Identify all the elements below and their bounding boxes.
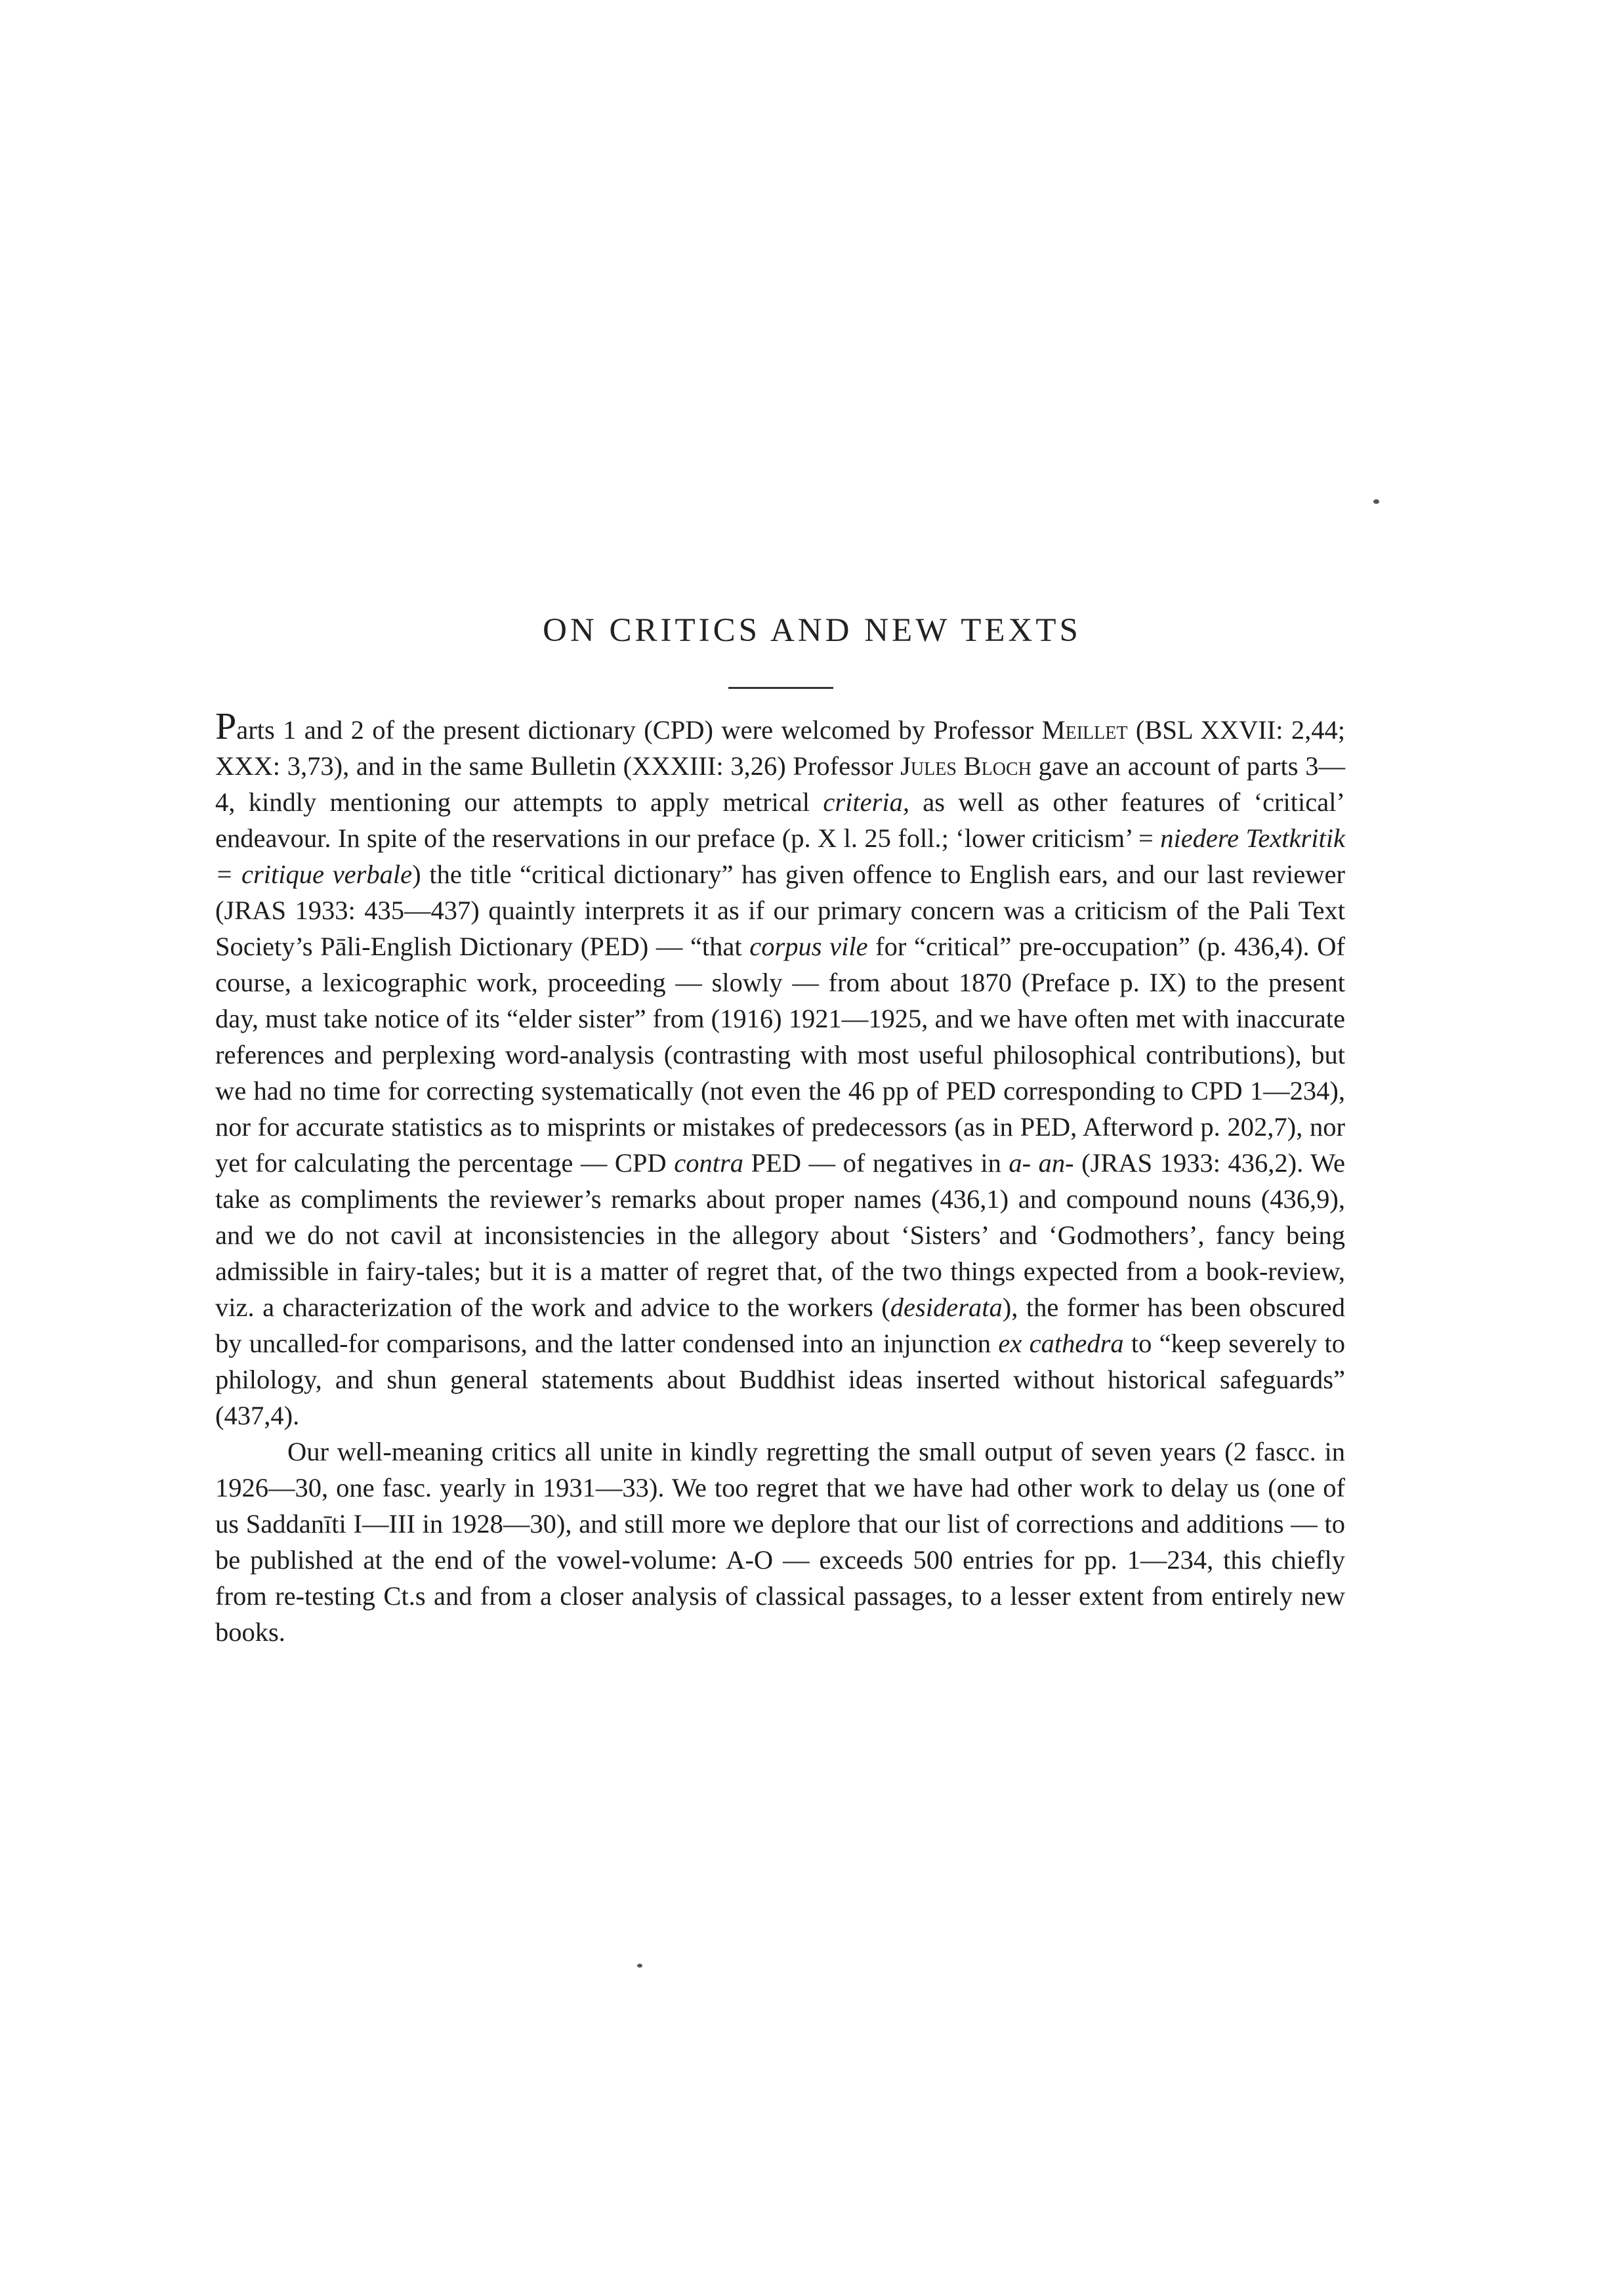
italic-term: contra: [674, 1148, 743, 1178]
italic-term: a- an-: [1009, 1148, 1074, 1178]
text-run: for “critical” pre-occupation” (p. 436,4). Of course, a lexicographic work, proceeding — slowly — from about 1870 (Preface p. IX) to the present day, must take notice of its “elder sister” from (1916) 1921—1925, and we have often met with inaccurate references and perplexing word-analysis (contrasting with most useful philosophical contributions), but we had no time for correcting systematically (not even the 46 pp of PED corresponding to CPD 1—234), nor for accurate statistics as to misprints or mistakes of predecessors (as in PED, Afterword p. 202,7), nor yet for calculating the percentage — CPD: [215, 932, 1345, 1178]
paragraph-2: Our well-meaning critics all unite in kindly regretting the small output of seven years (2 fascc. in 1926—30, one fasc. yearly in 1931—33). We too regret that we have had other work to delay us (one of us Saddanīti I—III in 1928—30), and still more we deplore that our list of corrections and additions — to be published at the end of the vowel-volume: A-O — exceeds 500 entries for pp. 1—234, this chiefly from re-testing Ct.s and from a closer analysis of classical passages, to a lesser extent from entirely new books.: [215, 1437, 1345, 1647]
text-run: ), the former has been obscured by uncalled-for comparisons, and the latter condensed into an injunction: [215, 1292, 1345, 1358]
text-run: gave an account of parts 3—4, kindly mentioning our attempts to apply metrical: [215, 751, 1345, 817]
text-run: arts 1 and 2 of the present dictionary (CPD) were welcomed by Professor: [236, 715, 1042, 745]
article-body: [215, 705, 1345, 1650]
italic-term: ex cathedra: [998, 1329, 1124, 1358]
author-name: Jules Bloch: [900, 751, 1031, 781]
author-name: Meillet: [1041, 715, 1128, 745]
text-run: as well as other features of ‘critical’ endeavour. In spite of the reservations in our preface (p. X l. 25 foll.; ‘lower criticism’ =: [215, 787, 1345, 853]
text-run: ) the title “critical dictionary” has given offence to English ears, and our last reviewer (JRAS 1933: 435—437) quaintly interprets it as if our primary concern was a criticism of the Pali Text Society’s Pāli-English Dictionary (PED) — “that: [215, 859, 1345, 961]
text-run: PED — of negatives in: [743, 1148, 1009, 1178]
text-run: (BSL XXVII: 2,44; XXX: 3,73), and in the same Bulletin (XXXIII: 3,26) Professor: [215, 715, 1345, 781]
title-rule: [728, 687, 833, 689]
text-run: to “keep severely to philology, and shun general statements about Buddhist ideas inserted without historical safeguards” (437,4).: [215, 1329, 1345, 1430]
page-title: ON CRITICS AND NEW TEXTS: [543, 612, 1081, 649]
scan-speck: [1373, 499, 1379, 504]
drop-cap: P: [215, 705, 237, 747]
italic-term: desiderata: [890, 1292, 1003, 1322]
paragraph-1: [215, 705, 1345, 1434]
italic-term: niedere Textkritik = critique verbale: [215, 823, 1345, 889]
text-run: (JRAS 1933: 436,2). We take as compliments the reviewer’s remarks about proper names (436,1) and compound nouns (436,9), and we do not cavil at inconsistencies in the allegory about ‘Sisters’ and ‘Godmothers’, fancy being admissible in fairy-tales; but it is a matter of regret that, of the two things expected from a book-review, viz. a characterization of the work and advice to the workers (: [215, 1148, 1345, 1322]
italic-term: corpus vile: [749, 932, 868, 961]
scan-speck: [637, 1964, 642, 1968]
italic-term: criteria,: [823, 787, 909, 817]
